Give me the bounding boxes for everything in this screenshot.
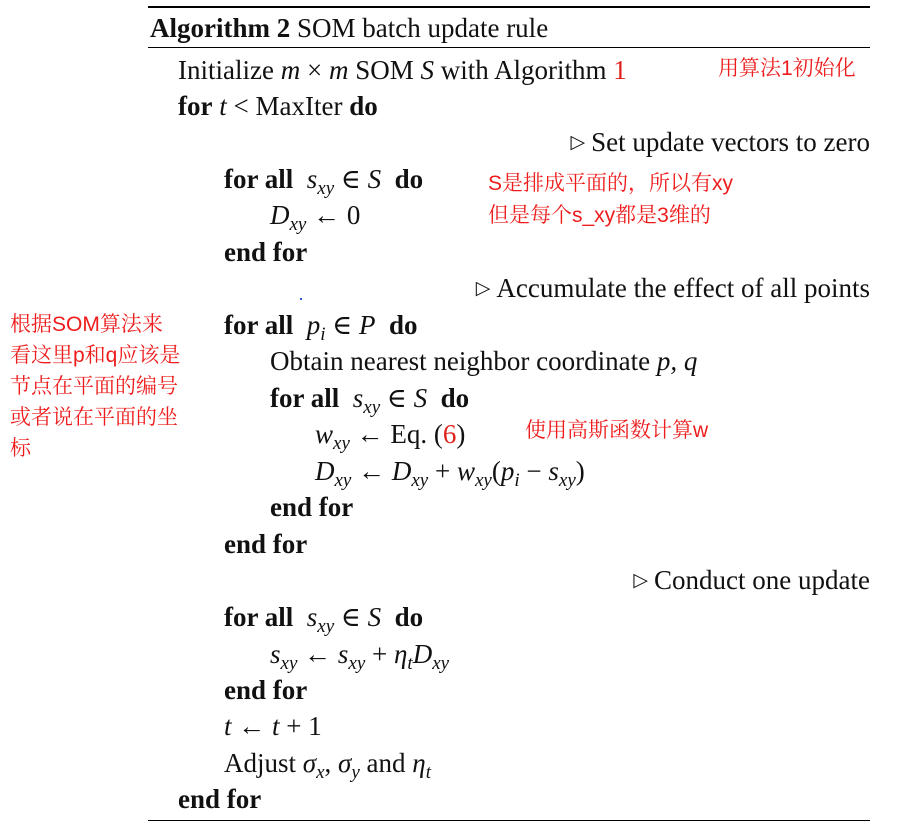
init-line: Initialize m × m SOM S with Algorithm 1: [178, 55, 627, 85]
kw-do: do: [394, 164, 424, 194]
kw-end-for: end for: [178, 784, 262, 814]
obtain-line: Obtain nearest neighbor coordinate p, q: [270, 346, 698, 376]
endfor-line-2: [270, 491, 353, 523]
top-rule: [148, 6, 870, 8]
endfor-line-1: [224, 236, 307, 268]
comment-triangle-icon: ▷: [475, 278, 491, 299]
forall-p-line: for all $p_i$ ∈ P do: [224, 310, 418, 345]
sxy-update-line: $s_{xy}$ ← $s_{xy} + \eta_tD_{xy}$: [270, 639, 450, 674]
header-rule: [148, 47, 870, 48]
dxy-accumulate-line: $D_{xy}$ ← $D_{xy} + w_{xy}(p_i - s_{xy})$: [315, 456, 585, 491]
algorithm-caption: [150, 12, 548, 44]
pq-annotation-1: 根据SOM算法来: [10, 313, 163, 336]
kw-end-for: end for: [224, 237, 308, 267]
algorithm-label: Algorithm 2: [150, 13, 291, 43]
stray-dot: [300, 298, 302, 300]
adjust-and: and: [366, 748, 406, 778]
forall-s-line-2: for all $s_{xy}$ ∈ S do: [270, 383, 470, 418]
forall-s-line-1: for all $s_{xy}$ ∈ S do: [224, 164, 424, 199]
pq-annotation-3: 节点在平面的编号: [10, 375, 178, 398]
kw-end-for: end for: [224, 529, 308, 559]
equation-ref-link[interactable]: 6: [442, 419, 457, 449]
kw-do: do: [349, 91, 378, 121]
pq-annotation-5: 标: [10, 437, 31, 460]
for-t-line: for t < MaxIter do: [178, 91, 378, 121]
kw-do: do: [440, 383, 470, 413]
dxy-zero-line: $D_{xy}$ ← 0: [270, 200, 361, 235]
comment-update: [633, 564, 870, 600]
pq-annotation-4: 或者说在平面的坐: [10, 406, 178, 429]
init-annotation: 用算法1初始化: [718, 57, 856, 80]
endfor-line-4: [224, 674, 307, 706]
s-annotation-2: 但是每个s_xy都是3维的: [488, 204, 711, 227]
kw-for-all: for all: [224, 602, 294, 632]
s-annotation-1: S是排成平面的，所以有xy: [488, 172, 734, 195]
comment-zero: [570, 126, 870, 162]
kw-for: for: [178, 91, 213, 121]
eq-text: Eq. (: [390, 419, 443, 449]
eq-close: ): [456, 419, 466, 449]
kw-for-all: for all: [270, 383, 340, 413]
wxy-line: $w_{xy}$ ← Eq. (6): [315, 419, 466, 454]
init-text: Initialize: [178, 55, 274, 85]
algorithm-title: SOM batch update rule: [296, 13, 549, 43]
forall-s-line-3: for all $s_{xy}$ ∈ S do: [224, 602, 424, 637]
comment-triangle-icon: ▷: [633, 570, 649, 591]
maxiter: MaxIter: [255, 91, 343, 121]
init-som: SOM: [355, 55, 414, 85]
endfor-line-5: [178, 783, 261, 815]
algorithm-ref-link[interactable]: 1: [613, 55, 627, 85]
kw-end-for: end for: [224, 675, 308, 705]
endfor-line-3: [224, 528, 307, 560]
bottom-rule: [148, 820, 870, 821]
comment-accumulate-text: Accumulate the effect of all points: [496, 273, 870, 303]
kw-end-for: end for: [270, 492, 354, 522]
comment-triangle-icon: ▷: [570, 132, 586, 153]
adjust-line: Adjust $\sigma_x$, $\sigma_y$ and $\eta_t$: [224, 748, 431, 783]
t-increment-line: t ← t + 1: [224, 711, 322, 741]
w-annotation: 使用高斯函数计算w: [525, 419, 709, 442]
kw-for-all: for all: [224, 310, 294, 340]
comment-accumulate: [476, 272, 870, 308]
adjust-text: Adjust: [224, 748, 297, 778]
obtain-text: Obtain nearest neighbor coordinate: [270, 346, 651, 376]
comment-zero-text: Set update vectors to zero: [591, 127, 870, 157]
comment-update-text: Conduct one update: [654, 565, 870, 595]
kw-do: do: [394, 602, 424, 632]
kw-do: do: [389, 310, 418, 340]
kw-for-all: for all: [224, 164, 294, 194]
pq-annotation-2: 看这里p和q应该是: [10, 344, 181, 367]
init-with: with Algorithm: [440, 55, 607, 85]
